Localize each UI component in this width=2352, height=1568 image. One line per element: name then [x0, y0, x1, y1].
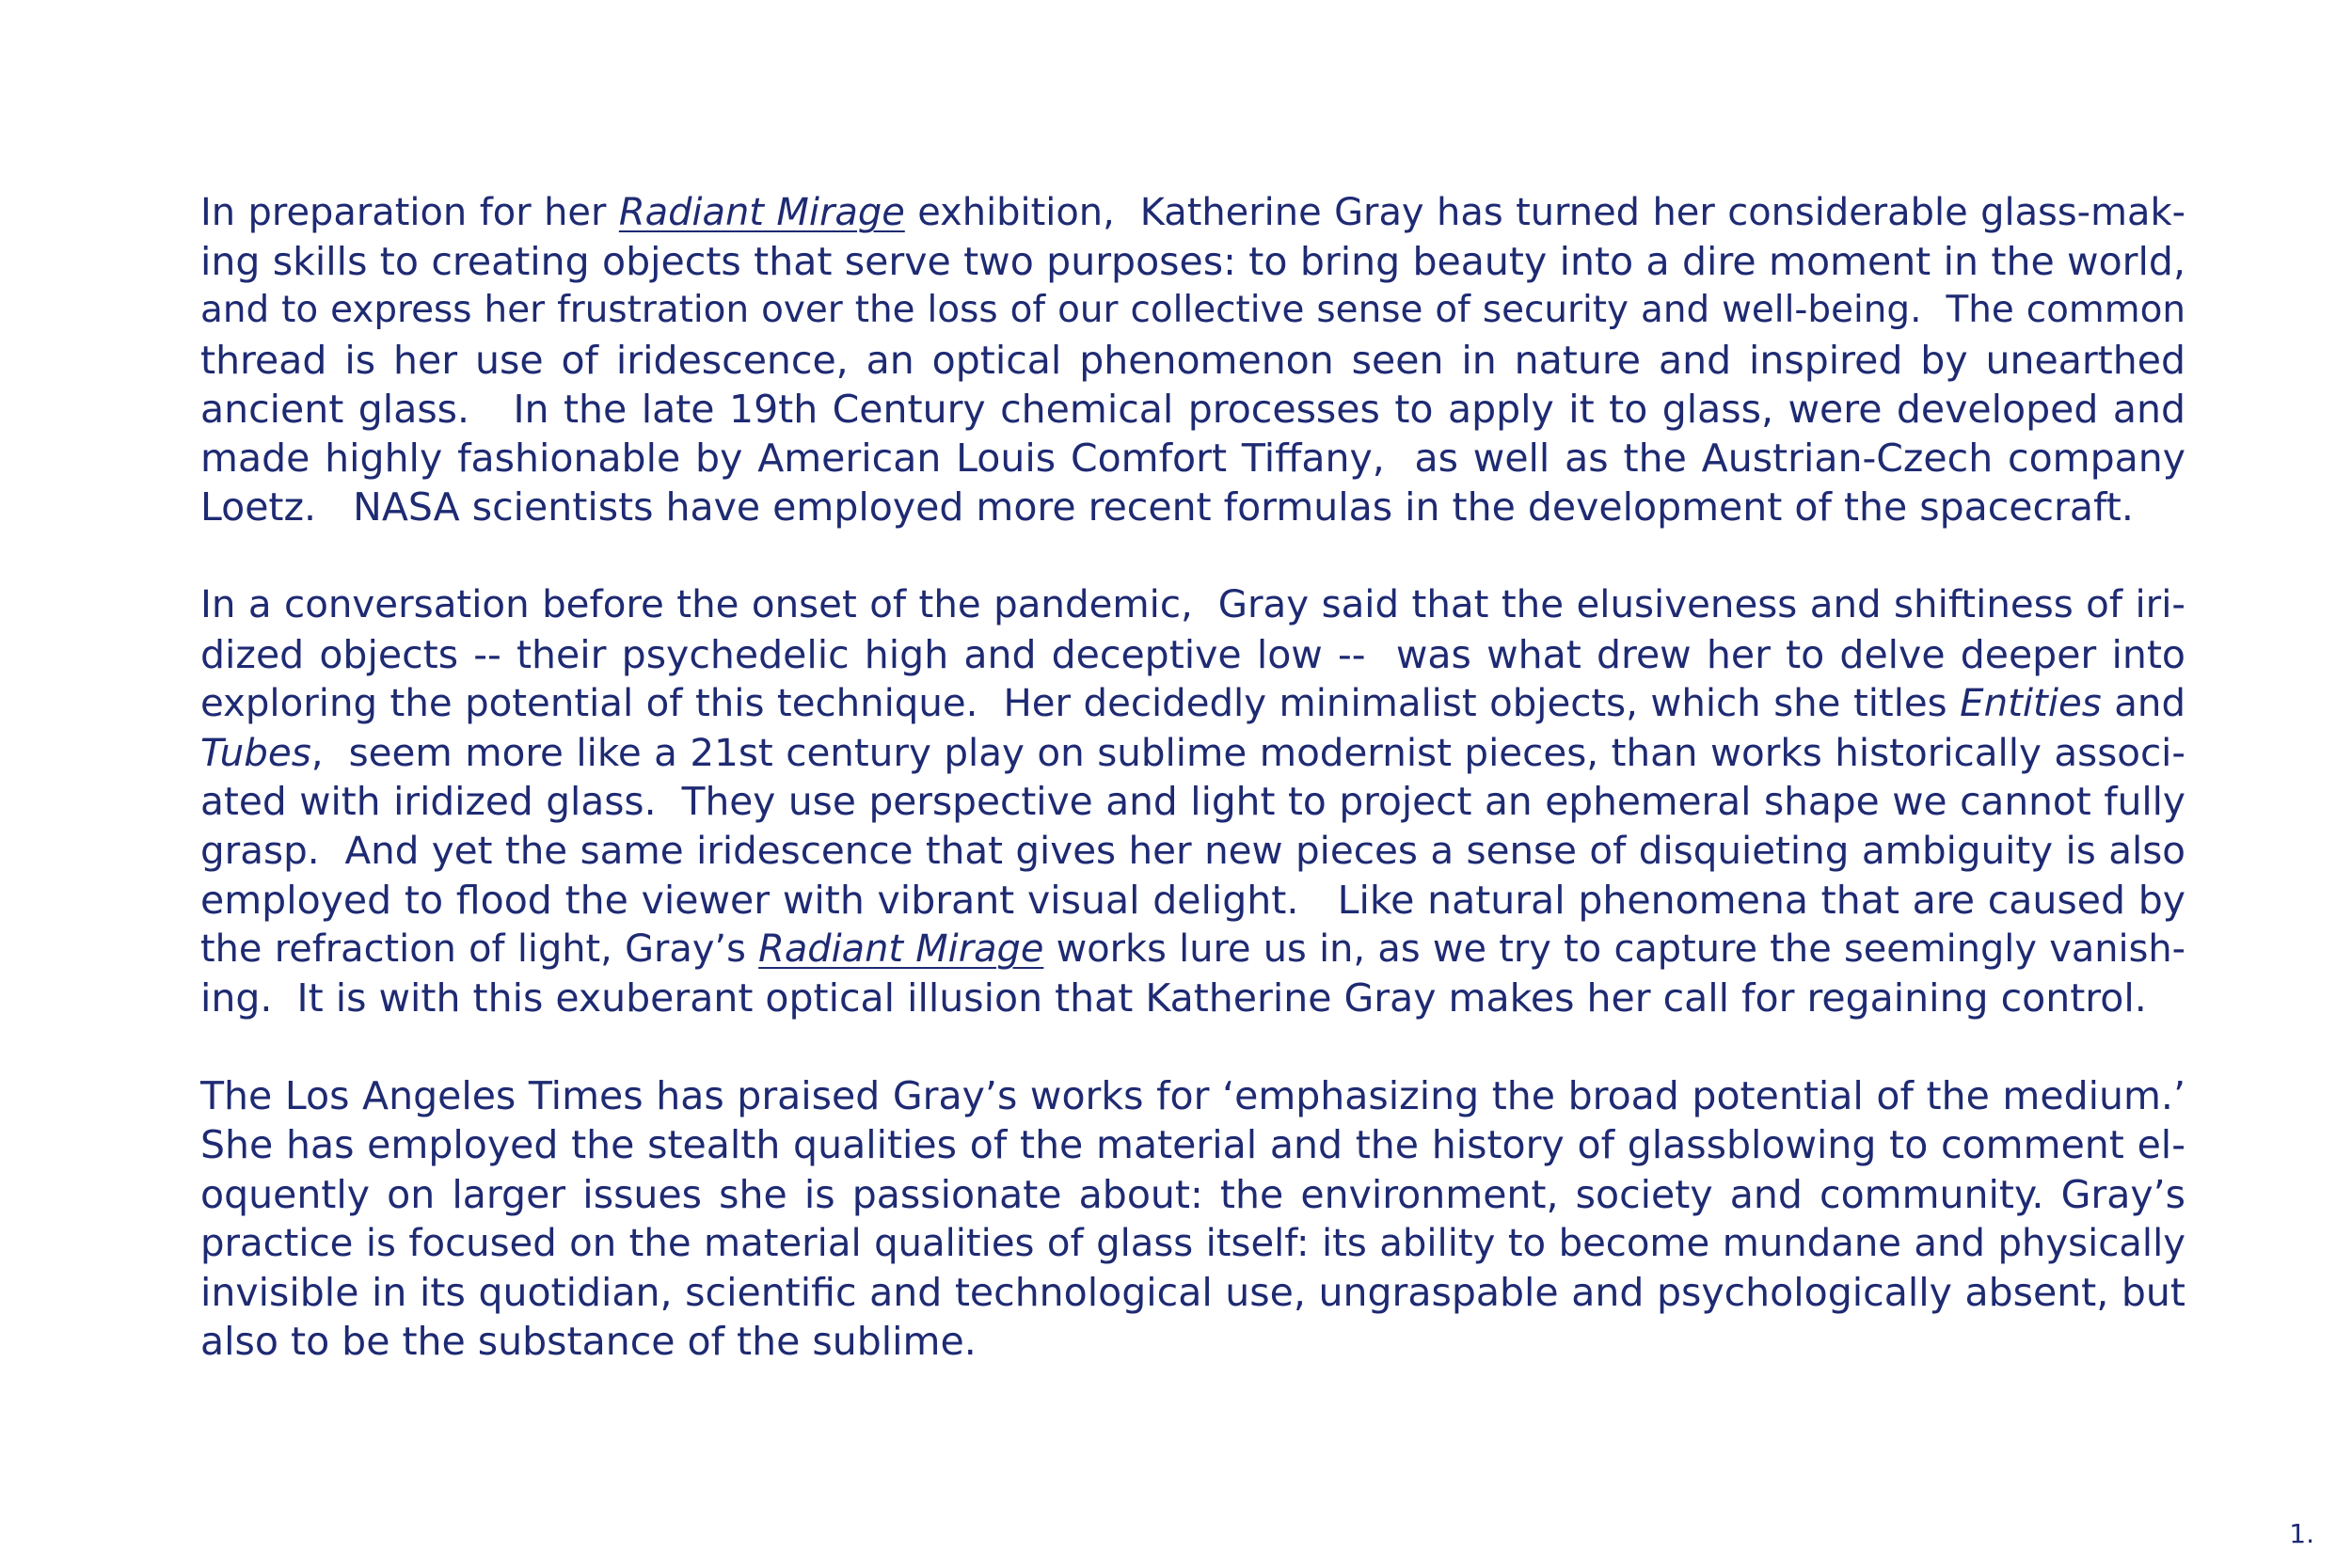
text-line	[200, 679, 2185, 728]
text-run: In preparation for her	[200, 191, 619, 234]
text-line	[200, 483, 2185, 531]
text-line	[200, 826, 2185, 875]
text-line	[200, 580, 2185, 629]
text-run: employed to flood the viewer with vibrant visual delight. Like natural phenomena that are caused by	[200, 877, 2185, 923]
text-run: ing. It is with this exuberant optical illusion that Katherine Gray makes her call for regaining control.	[200, 975, 2147, 1022]
work-title: Entities	[1960, 681, 2102, 725]
text-line	[200, 1268, 2185, 1317]
text-line	[200, 286, 2185, 335]
text-line	[200, 1219, 2185, 1268]
exhibition-title: Radiant Mirage	[618, 191, 905, 234]
paragraph	[200, 580, 2185, 1022]
text-line	[200, 974, 2185, 1022]
text-run: and to express her frustration over the loss of our collective sense of security and well-being. The common	[200, 289, 2185, 332]
exhibition-title: Radiant Mirage	[758, 927, 1044, 971]
text-run: grasp. And yet the same iridescence that gives her new pieces a sense of disquieting ambiguity is also	[200, 828, 2185, 874]
text-line	[200, 1317, 2185, 1366]
text-line	[200, 876, 2185, 925]
text-run: practice is focused on the material qualities of glass itself: its ability to become mundane and physically	[200, 1221, 2185, 1265]
paragraph	[200, 1071, 2185, 1366]
text-run: She has employed the stealth qualities of the material and the history of glassblowing to comment el-	[200, 1122, 2185, 1168]
text-run: works lure us in, as we try to capture the seemingly vanish-	[1043, 927, 2185, 971]
text-line	[200, 336, 2185, 385]
text-line	[200, 385, 2185, 434]
page-number: 1.	[2289, 1518, 2314, 1549]
text-run: exhibition, Katherine Gray has turned her considerable glass-mak-	[904, 191, 2185, 234]
text-line	[200, 630, 2185, 679]
text-line	[200, 1120, 2185, 1169]
body-text	[200, 188, 2185, 1415]
text-run: and	[2101, 681, 2185, 725]
text-run: The Los Angeles Times has praised Gray’s works for ‘emphasizing the broad potential of the medium.’	[200, 1073, 2185, 1119]
text-line	[200, 728, 2185, 777]
text-run: the refraction of light, Gray’s	[200, 927, 759, 971]
text-line	[200, 1071, 2185, 1120]
text-run: Loetz. NASA scientists have employed more recent formulas in the development of the spacecraft.	[200, 484, 2134, 531]
text-run: In a conversation before the onset of the pandemic, Gray said that the elusiveness and shiftiness of iri-	[200, 582, 2185, 627]
work-title: Tubes	[200, 730, 311, 776]
text-run: , seem more like a 21st century play on sublime modernist pieces, than works historically associ-	[310, 730, 2185, 776]
text-run: invisible in its quotidian, scientific and technological use, ungraspable and psychologically absent, but	[200, 1270, 2185, 1316]
text-run: made highly fashionable by American Louis Comfort Tiffany, as well as the Austrian-Czech company	[200, 436, 2185, 482]
paragraph	[200, 188, 2185, 531]
text-line	[200, 1170, 2185, 1219]
text-run: also to be the substance of the sublime.	[200, 1319, 977, 1365]
text-run: ancient glass. In the late 19th Century chemical processes to apply it to glass, were developed and	[200, 386, 2185, 432]
text-run: exploring the potential of this technique. Her decidedly minimalist objects, which she titles	[200, 681, 1961, 725]
text-run: thread is her use of iridescence, an optical phenomenon seen in nature and inspired by unearthed	[200, 337, 2185, 383]
text-line	[200, 925, 2185, 974]
text-line	[200, 237, 2185, 286]
text-line	[200, 777, 2185, 826]
text-run: oquently on larger issues she is passionate about: the environment, society and community. Gray’s	[200, 1171, 2185, 1217]
text-run: dized objects -- their psychedelic high and deceptive low -- was what drew her to delve deeper into	[200, 631, 2185, 677]
text-line	[200, 434, 2185, 483]
text-line	[200, 188, 2185, 237]
text-run: ated with iridized glass. They use perspective and light to project an ephemeral shape we cannot fully	[200, 779, 2185, 825]
text-run: ing skills to creating objects that serve two purposes: to bring beauty into a dire moment in the world,	[200, 239, 2185, 285]
